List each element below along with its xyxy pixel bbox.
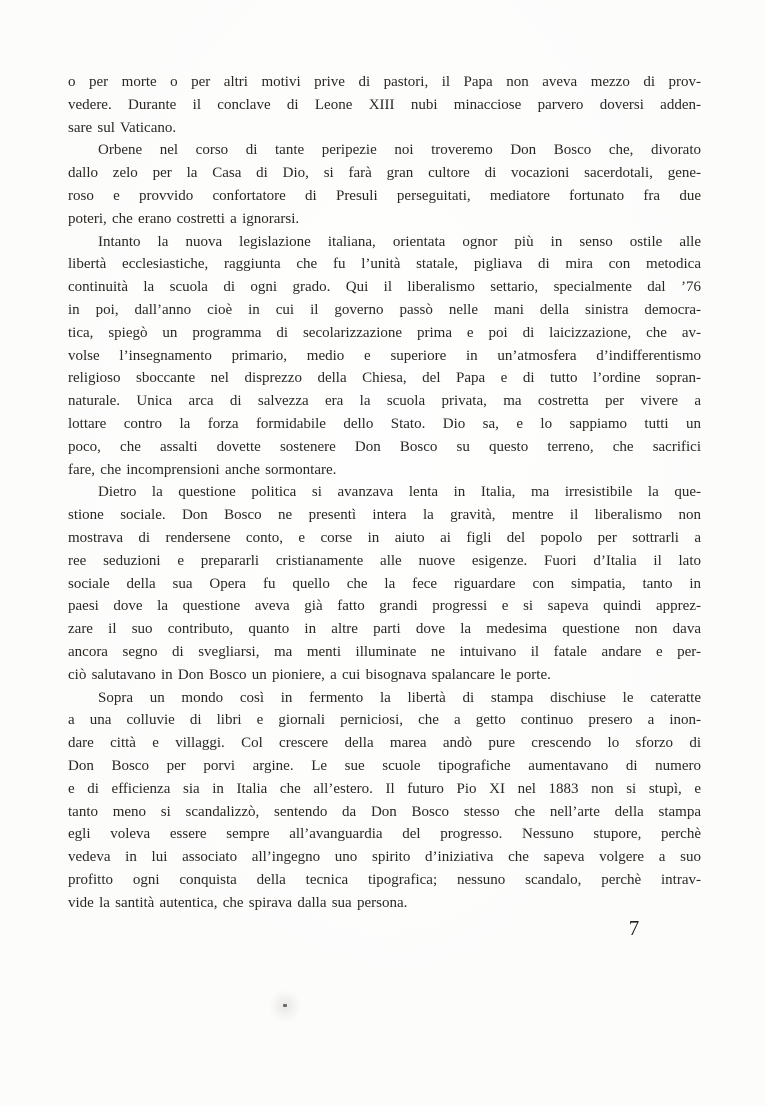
text-line-p2-l3: roso e provvido confortatore di Presuli perseguitati, mediatore fortunato fra due — [68, 187, 701, 204]
text-line-p3-l5: tica, spiegò un programma di secolarizzazione prima e poi di laicizzazione, che av- — [68, 324, 701, 341]
text-line-p4-l1: Dietro la questione politica si avanzava lenta in Italia, ma irresistibile la que- — [98, 484, 701, 501]
text-line-p1-l2: vedere. Durante il conclave di Leone XIII nubi minacciose parvero doversi adden- — [68, 96, 701, 113]
text-line-p3-l7: religioso sboccante nel disprezzo della Chiesa, del Papa e di tutto l’ordine sopran- — [68, 370, 701, 387]
text-line-p5-l8: vedeva in lui associato all’ingegno uno spirito d’iniziativa che sapeva volgere a suo — [68, 849, 701, 866]
text-line-p4-l5: sociale della sua Opera fu quello che la fece riguardare con simpatia, tanto in — [68, 575, 701, 592]
text-line-p3-l1: Intanto la nuova legislazione italiana, orientata ognor più in senso ostile alle — [98, 233, 701, 250]
text-line-p1-l3: sare sul Vaticano. — [68, 119, 177, 136]
text-line-p5-l9: profitto ogni conquista della tecnica tipografica; nessuno scandalo, perchè intrav- — [68, 871, 701, 888]
text-line-p4-l8: ancora segno di svegliarsi, ma menti illuminate ne intuivano il fatale andare e per- — [68, 643, 701, 660]
text-line-p3-l8: naturale. Unica arca di salvezza era la scuola privata, ma costretta per vivere a — [68, 393, 701, 410]
text-line-p4-l7: zare il suo contributo, quanto in altre parti dove la medesima questione non dava — [68, 621, 701, 638]
text-line-p5-l6: tanto meno si scandalizzò, sentendo da Don Bosco stesso che nell’arte della stampa — [68, 803, 701, 820]
text-line-p1-l1: o per morte o per altri motivi prive di pastori, il Papa non aveva mezzo di prov- — [68, 74, 701, 90]
text-line-p2-l2: dallo zelo per la Casa di Dio, si farà gran cultore di vocazioni sacerdotali, gene- — [68, 165, 701, 182]
smudge-mark — [268, 989, 302, 1023]
text-line-p3-l11: fare, che incomprensioni anche sormontare. — [68, 461, 337, 478]
text-line-p3-l2: libertà ecclesiastiche, raggiunta che fu l’unità statale, pigliava di mira con metodica — [68, 256, 701, 273]
text-line-p4-l3: mostrava di rendersene conto, e corse in aiuto ai figli del popolo per sottrarli a — [68, 529, 701, 546]
text-line-p5-l4: Don Bosco per porvi argine. Le sue scuole tipografiche aumentavano di numero — [68, 757, 701, 774]
text-line-p3-l9: lottare contro la forza formidabile dello Stato. Dio sa, e lo sappiamo tutti un — [68, 415, 701, 432]
text-line-p4-l2: stione sociale. Don Bosco ne presentì intera la gravità, mentre il liberalismo non — [68, 507, 701, 524]
text-line-p4-l9: ciò salutavano in Don Bosco un pioniere, a cui bisognava spalancare le porte. — [68, 666, 551, 683]
text-line-p5-l5: e di efficienza sia in Italia che all’estero. Il futuro Pio XI nel 1883 non si stupì, e — [68, 780, 701, 797]
text-line-p3-l4: in poi, dall’anno cioè in cui il governo passò nelle mani della sinistra democra- — [68, 301, 701, 318]
text-line-p3-l10: poco, che assalti dovette sostenere Don Bosco su questo terreno, che sacrifici — [68, 438, 701, 455]
page-text — [68, 71, 701, 914]
text-line-p2-l4: poteri, che erano costretti a ignorarsi. — [68, 210, 300, 227]
text-line-p3-l6: volse l’insegnamento primario, medio e superiore in un’atmosfera d’indifferentismo — [68, 347, 701, 364]
text-line-p4-l4: ree seduzioni e prepararli cristianamente alle nuove esigenze. Fuori d’Italia il lato — [68, 552, 701, 569]
text-line-p5-l2: a una colluvie di libri e giornali perniciosi, che a getto continuo presero a inon- — [68, 712, 701, 729]
text-line-p5-l1: Sopra un mondo così in fermento la libertà di stampa dischiuse le cateratte — [98, 689, 701, 706]
text-line-p2-l1: Orbene nel corso di tante peripezie noi troveremo Don Bosco che, divorato — [98, 142, 701, 159]
text-line-p3-l3: continuità la scuola di ogni grado. Qui il liberalismo settario, specialmente dal ’76 — [68, 279, 701, 296]
text-line-p5-l10: vide la santità autentica, che spirava dalla sua persona. — [68, 894, 408, 911]
page-number: 7 — [628, 916, 640, 940]
text-line-p4-l6: paesi dove la questione aveva già fatto grandi progressi e si sapeva quindi apprez- — [68, 598, 701, 615]
text-line-p5-l7: egli voleva essere sempre all’avanguardia del progresso. Nessuno stupore, perchè — [68, 826, 701, 843]
text-line-p5-l3: dare città e villaggi. Col crescere della marea andò pure crescendo lo sforzo di — [68, 735, 701, 752]
